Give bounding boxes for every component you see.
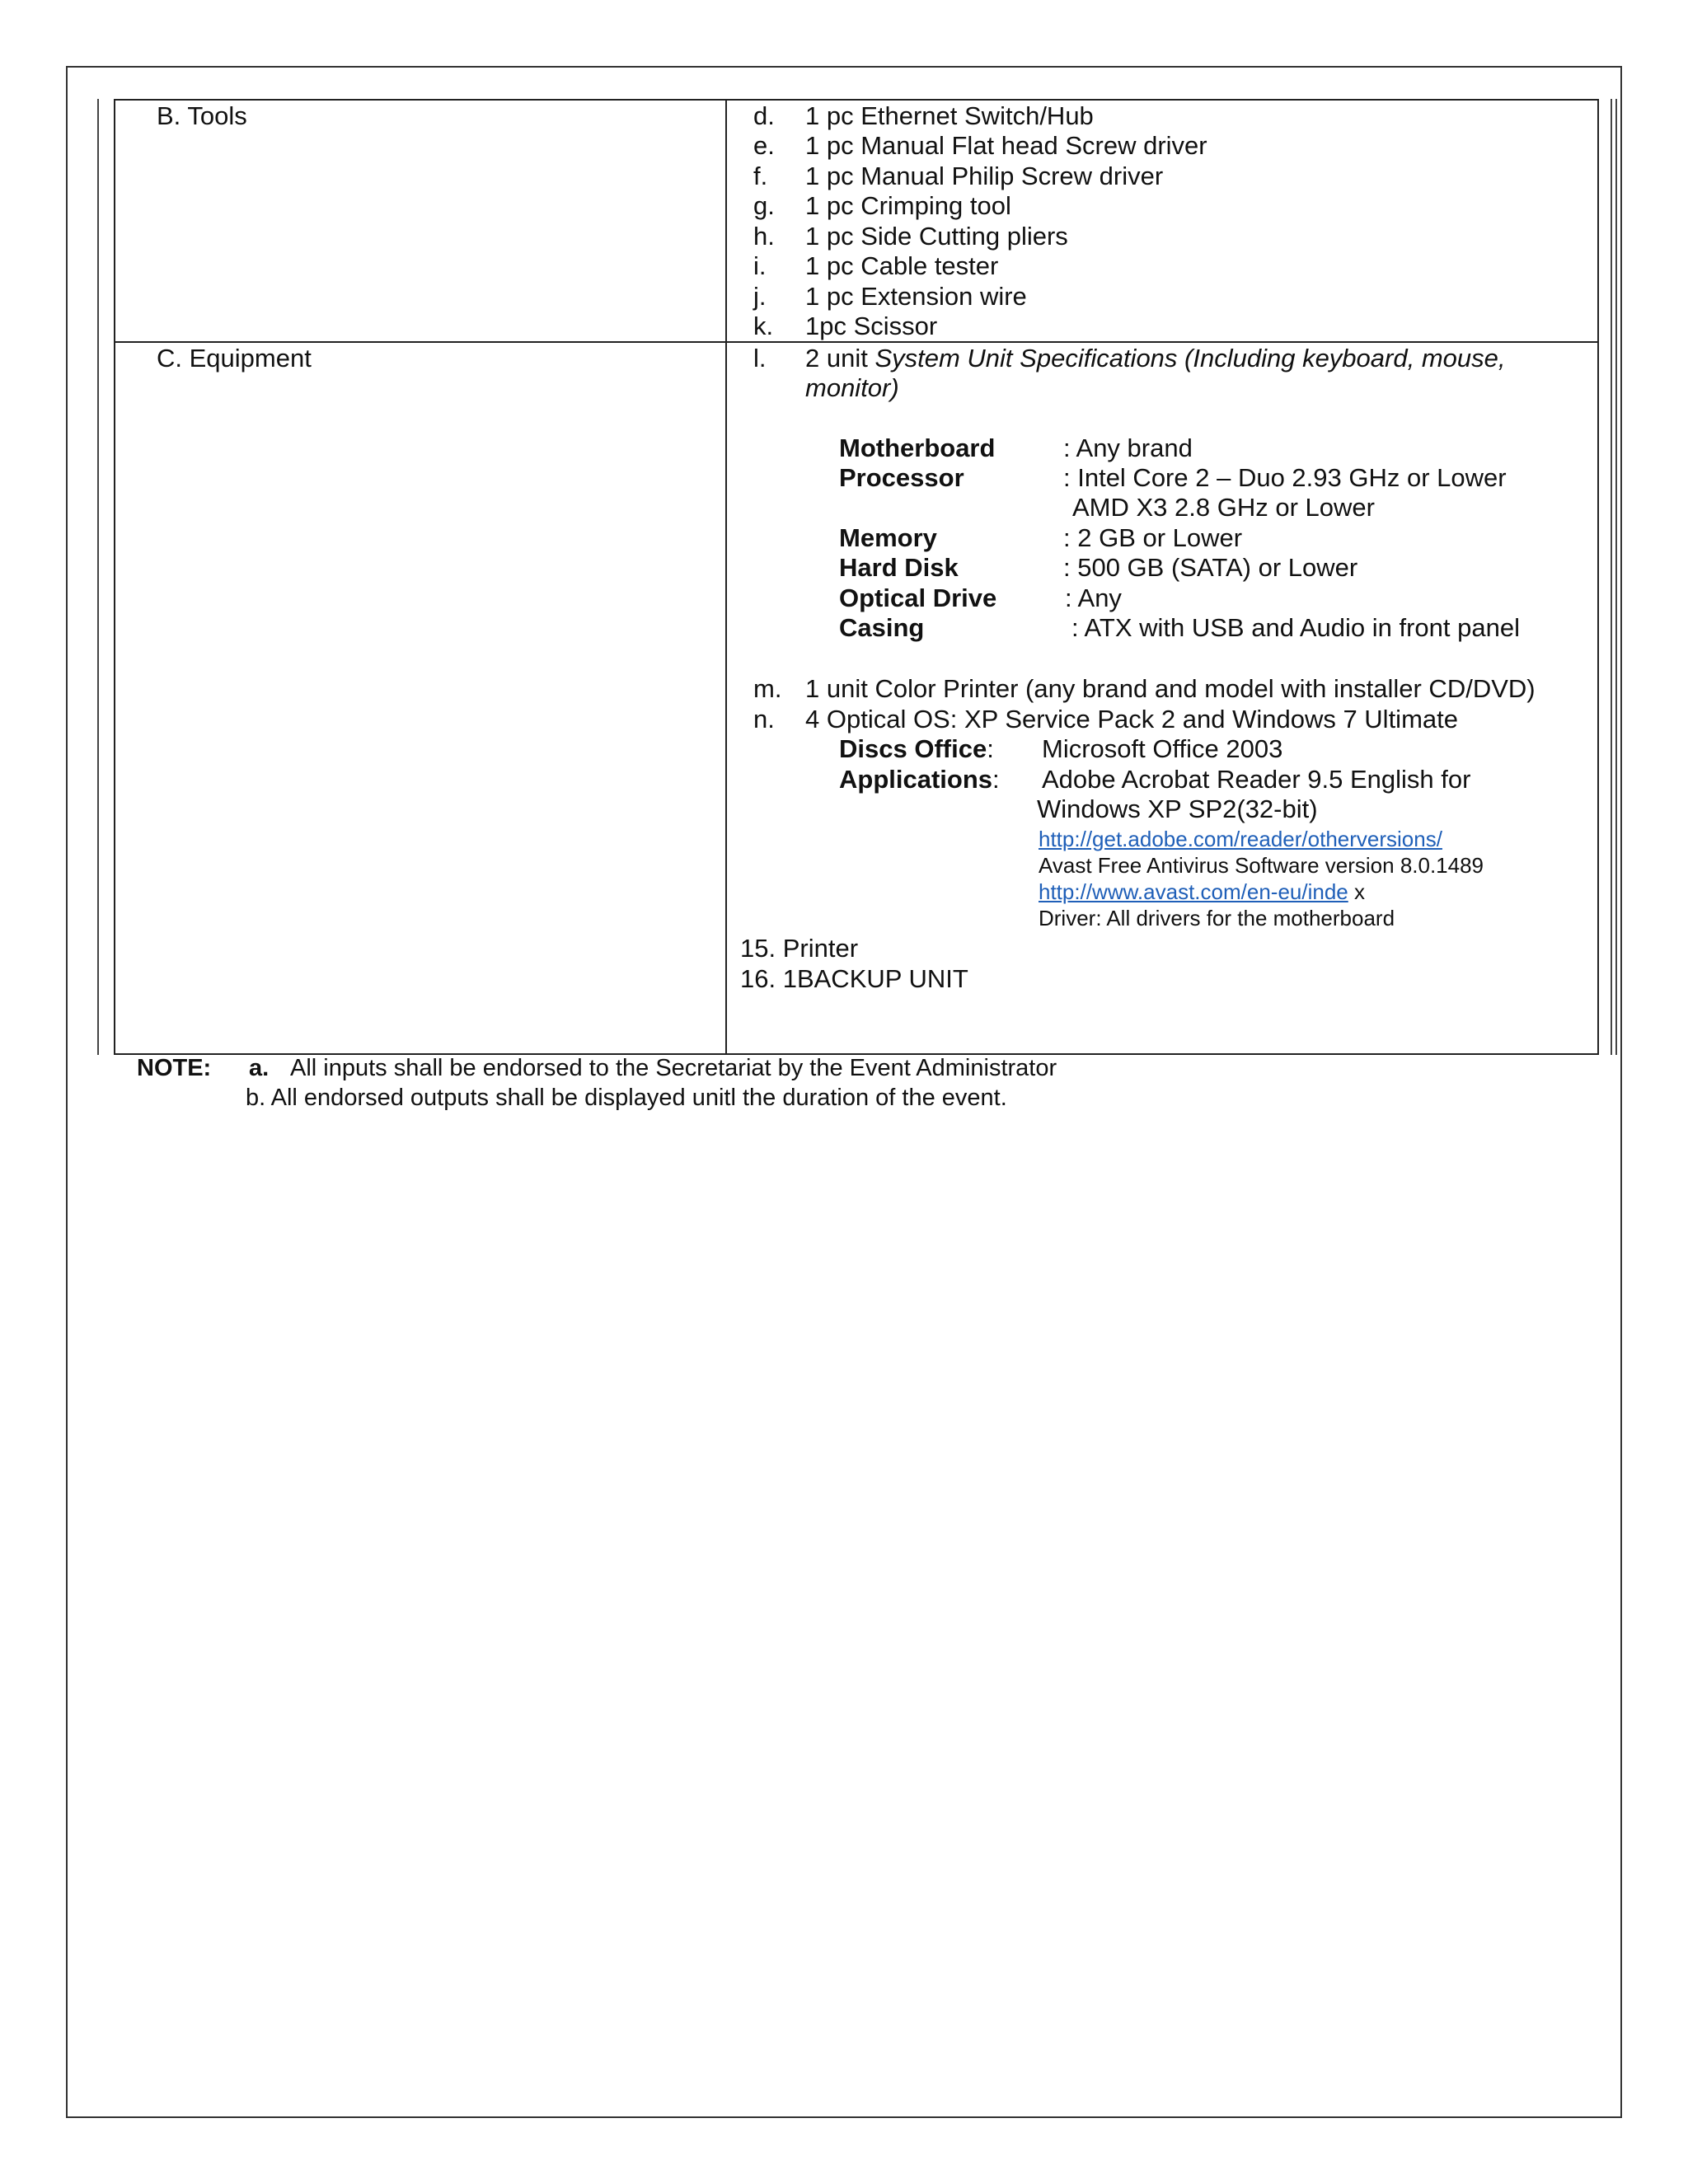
adobe-reader-link[interactable]: http://get.adobe.com/reader/otherversions/ [1039,827,1442,851]
discs-office-value: Microsoft Office 2003 [1042,734,1283,763]
note-b-text: b. All endorsed outputs shall be displayed unitl the duration of the event. [246,1085,1007,1111]
list-item-letter: e. [753,131,775,160]
list-item-letter: m. [753,674,782,703]
avast-link-suffix: x [1348,879,1365,904]
list-item: 1 pc Crimping tool [805,191,1011,220]
spec-value: AMD X3 2.8 GHz or Lower [1072,493,1375,522]
driver-text: Driver: All drivers for the motherboard [1039,906,1395,930]
spec-label: Casing [839,613,925,642]
system-unit-item [805,344,1505,373]
avast-link[interactable]: http://www.avast.com/en-eu/inde [1039,879,1348,904]
right-margin-line-2 [1615,99,1617,1055]
applications-value-cont: Windows XP SP2(32-bit) [1037,794,1318,823]
avast-link-container [1039,879,1365,905]
printer-item: 15. Printer [740,934,859,963]
spec-label: Processor [839,463,964,492]
list-item: 1 pc Side Cutting pliers [805,222,1068,251]
list-item: 1pc Scissor [805,312,938,340]
equipment-label-cell [114,341,727,1055]
list-item-letter: j. [753,282,767,311]
note-label: NOTE: [137,1055,212,1081]
list-item-letter: k. [753,312,774,340]
list-item-letter: h. [753,222,775,251]
list-item: 1 pc Manual Flat head Screw driver [805,131,1207,160]
spec-value: : Any [1065,583,1122,612]
tools-section-label: B. Tools [157,101,247,130]
list-item-letter: d. [753,101,775,130]
spec-value: : ATX with USB and Audio in front panel [1071,613,1520,642]
adobe-link-container [1039,826,1442,852]
tools-label-cell [114,99,727,343]
note-a-text: All inputs shall be endorsed to the Secretariat by the Event Administrator [290,1055,1057,1081]
spec-value: : Intel Core 2 – Duo 2.93 GHz or Lower [1063,463,1507,492]
spec-value: : 2 GB or Lower [1063,523,1243,552]
optical-os-item: 4 Optical OS: XP Service Pack 2 and Windows 7 Ultimate [805,705,1458,733]
list-item: 1 pc Ethernet Switch/Hub [805,101,1094,130]
applications-label: Applications: [839,765,1000,794]
system-unit-spec-title: System Unit Specifications (Including keyboard, mouse, [874,344,1506,373]
system-unit-spec-title-cont: monitor) [805,373,899,402]
applications-value: Adobe Acrobat Reader 9.5 English for [1042,765,1471,794]
list-item: 1 pc Manual Philip Screw driver [805,162,1164,190]
backup-unit-item: 16. 1BACKUP UNIT [740,964,968,993]
list-item-letter: l. [753,344,767,373]
note-a-letter: a. [249,1055,270,1081]
right-margin-line-1 [1611,99,1612,1055]
spec-label: Memory [839,523,937,552]
color-printer-item: 1 unit Color Printer (any brand and model with installer CD/DVD) [805,674,1536,703]
discs-office-label: Discs Office: [839,734,994,763]
list-item: 1 pc Extension wire [805,282,1027,311]
spec-label: Motherboard [839,434,996,462]
spec-value: : 500 GB (SATA) or Lower [1063,553,1358,582]
system-unit-prefix: 2 unit [805,344,875,373]
list-item-letter: i. [753,251,767,280]
equipment-section-label: C. Equipment [157,344,312,373]
list-item-letter: g. [753,191,775,220]
list-item-letter: n. [753,705,775,733]
spec-value: : Any brand [1063,434,1193,462]
list-item: 1 pc Cable tester [805,251,999,280]
list-item-letter: f. [753,162,768,190]
avast-text: Avast Free Antivirus Software version 8.0.1489 [1039,853,1484,878]
spec-label: Optical Drive [839,583,997,612]
spec-label: Hard Disk [839,553,959,582]
left-margin-line [97,99,99,1055]
